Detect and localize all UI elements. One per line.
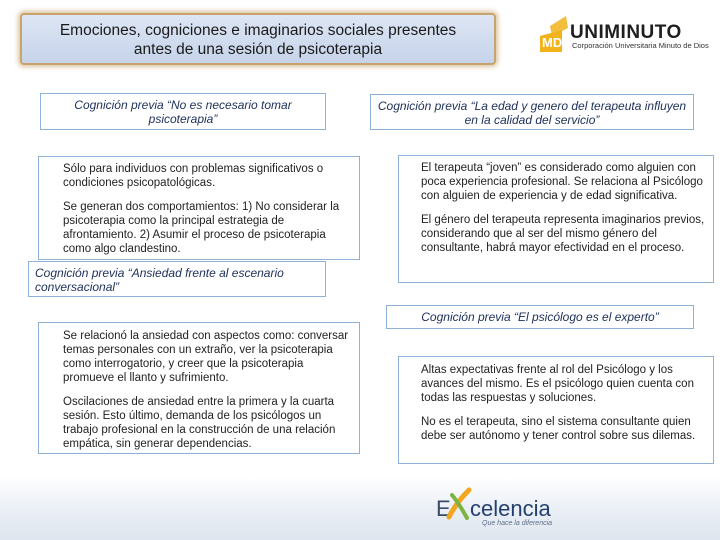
left-box2-point-1: Se relacionó la ansiedad con aspectos como: conversar temas personales con un extraño, ver la psicoterapia como interrogatorio, y creer que la psicoterapia promueve el llanto y sufrimiento.: [63, 330, 349, 384]
footer-band: [0, 477, 720, 540]
right-box2-heading: Cognición previa “El psicólogo es el experto”: [386, 305, 694, 329]
right-box2-point-1: Altas expectativas frente al rol del Psicólogo y los avances del mismo. Es el psicólogo quien cuenta con todas las respuestas y soluciones.: [421, 364, 694, 404]
slide-title: [20, 13, 496, 65]
footer-tagline: Que hace la diferencia: [482, 520, 553, 527]
left-box2-point-2: Oscilaciones de ansiedad entre la primera y la cuarta sesión. Esto último, demanda de los psicólogos un trabajo profesional en la construcción de una relación empática, sin generar dependencias.: [63, 396, 336, 450]
right-box1-point-2: El género del terapeuta representa imaginarios previos, considerando que al ser del mismo género del consultante, habrá mayor efectividad en el proceso.: [421, 214, 705, 254]
right-box1-point-1: El terapeuta “joven” es considerado como alguien con poca experiencia profesional. Se relaciona al Psicólogo con alguien de experiencia y de edad significativa.: [421, 162, 703, 202]
left-box1-body: [38, 156, 360, 260]
left-box1-heading: Cognición previa “No es necesario tomar psicoterapia”: [40, 93, 326, 130]
slide-title-line2: antes de una sesión de psicoterapia: [133, 41, 383, 58]
right-box1-heading: Cognición previa “La edad y genero del terapeuta influyen en la calidad del servicio”: [370, 94, 694, 130]
logo-subtitle: Corporación Universitaria Minuto de Dios: [572, 41, 709, 50]
footer-brand-word: celencia: [470, 496, 551, 521]
left-box2-body: [38, 322, 360, 454]
left-box2-heading: Cognición previa “Ansiedad frente al escenario conversacional”: [28, 261, 326, 297]
left-box1-point-2: Se generan dos comportamientos: 1) No considerar la psicoterapia como la principal estrategia de afrontamiento. 2) Asumir el proceso de psicoterapia como algo clandestino.: [63, 201, 340, 255]
logo-name: UNIMINUTO: [570, 22, 682, 43]
right-box2-body: [398, 356, 714, 464]
footer-brand-e: E: [436, 496, 451, 521]
right-box1-body: [398, 155, 714, 283]
left-box1-point-1: Sólo para individuos con problemas significativos o condiciones psicopatológicas.: [63, 163, 324, 189]
excelencia-x-icon: [446, 487, 472, 521]
right-box2-point-2: No es el terapeuta, sino el sistema consultante quien debe ser autónomo y tener control sobre sus dilemas.: [421, 416, 696, 442]
logo-mark: MD: [542, 35, 563, 50]
slide-title-line1: Emociones, cogniciones e imaginarios sociales presentes: [59, 22, 457, 39]
